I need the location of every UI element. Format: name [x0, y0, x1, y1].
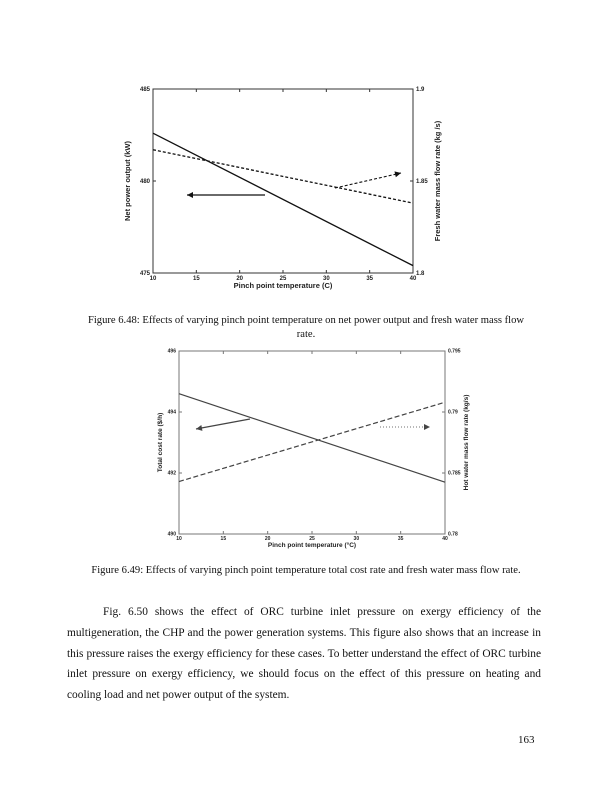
- x-tick-label: 15: [220, 536, 227, 542]
- y2-tick-label: 1.85: [416, 179, 428, 185]
- y2-tick-label: 1.8: [416, 271, 425, 277]
- x-tick-label: 35: [366, 276, 374, 282]
- y-tick-label: 496: [167, 348, 176, 355]
- left-axis-arrow: [196, 419, 250, 429]
- figure-6-49-chart: [150, 340, 480, 560]
- x-tick-label: 30: [353, 536, 360, 542]
- x-tick-label: 30: [322, 276, 330, 282]
- y2-tick-label: 0.795: [448, 348, 461, 355]
- x-tick-label: 25: [279, 276, 287, 282]
- x-tick-label: 10: [149, 276, 157, 282]
- y-tick-label: 475: [139, 271, 150, 277]
- y2-tick-label: 1.9: [416, 87, 425, 93]
- figure-6-49-caption: Figure 6.49: Effects of varying pinch point temperature total cost rate and fresh water mass flow rate.: [91, 565, 521, 576]
- x-tick-label: 15: [192, 276, 200, 282]
- chart-svg: [150, 340, 480, 560]
- x-tick-label: 40: [442, 536, 448, 542]
- x-tick-label: 10: [176, 536, 182, 542]
- arrowhead-icon: [394, 171, 401, 177]
- body-paragraph: Fig. 6.50 shows the effect of ORC turbine inlet pressure on exergy efficiency of the multigeneration, the CHP and the power generation systems. This figure also shows that an increase in this pressure raises the exergy efficiency for these cases. To better understand the effect of ORC turbine inlet pressure on exergy efficiency, we should focus on the effect of this pressure on heating and cooling load and net power output of the system.: [67, 606, 541, 702]
- y-tick-label: 490: [167, 531, 176, 538]
- y-axis-label: Net power output (kW): [123, 141, 132, 221]
- caption-line-2: rate.: [296, 329, 316, 340]
- y2-tick-label: 0.785: [448, 470, 461, 477]
- x-tick-label: 35: [397, 536, 404, 542]
- y2-axis-label: Fresh water mass flow rate (kg /s): [433, 120, 442, 242]
- x-tick-label: 20: [264, 536, 271, 542]
- arrowhead-icon: [424, 424, 430, 430]
- y2-tick-label: 0.78: [448, 531, 458, 538]
- arrowhead-icon: [196, 425, 202, 431]
- figure-6-48-chart: [120, 80, 450, 305]
- y2-tick-label: 0.79: [448, 409, 458, 416]
- x-tick-label: 40: [409, 276, 417, 282]
- series-line-left: [153, 133, 413, 265]
- page-number: 163: [518, 734, 535, 746]
- x-tick-label: 20: [236, 276, 244, 282]
- y-tick-label: 494: [167, 409, 176, 416]
- body-paragraph-container: [67, 602, 541, 706]
- series-line-left: [179, 394, 445, 482]
- caption-line-1: Figure 6.48: Effects of varying pinch point temperature on net power output and fresh water mass flow: [87, 315, 525, 326]
- x-axis-label: Pinch point temperature (C): [233, 281, 333, 290]
- y2-axis-label: Hot water mass flow rate (kg/s): [463, 394, 470, 491]
- x-tick-label: 25: [309, 536, 315, 542]
- figure-6-48-caption: [60, 314, 552, 342]
- x-axis-label: Pinch point temperature (°C): [267, 542, 357, 549]
- y-tick-label: 480: [139, 179, 150, 185]
- chart-svg: [120, 80, 450, 305]
- y-axis-label: Total cost rate ($/h): [157, 412, 164, 473]
- right-axis-arrow: [335, 173, 401, 188]
- arrowhead-icon: [187, 192, 193, 198]
- y-tick-label: 492: [167, 470, 176, 477]
- series-line-right: [179, 402, 445, 481]
- y-tick-label: 485: [139, 87, 150, 93]
